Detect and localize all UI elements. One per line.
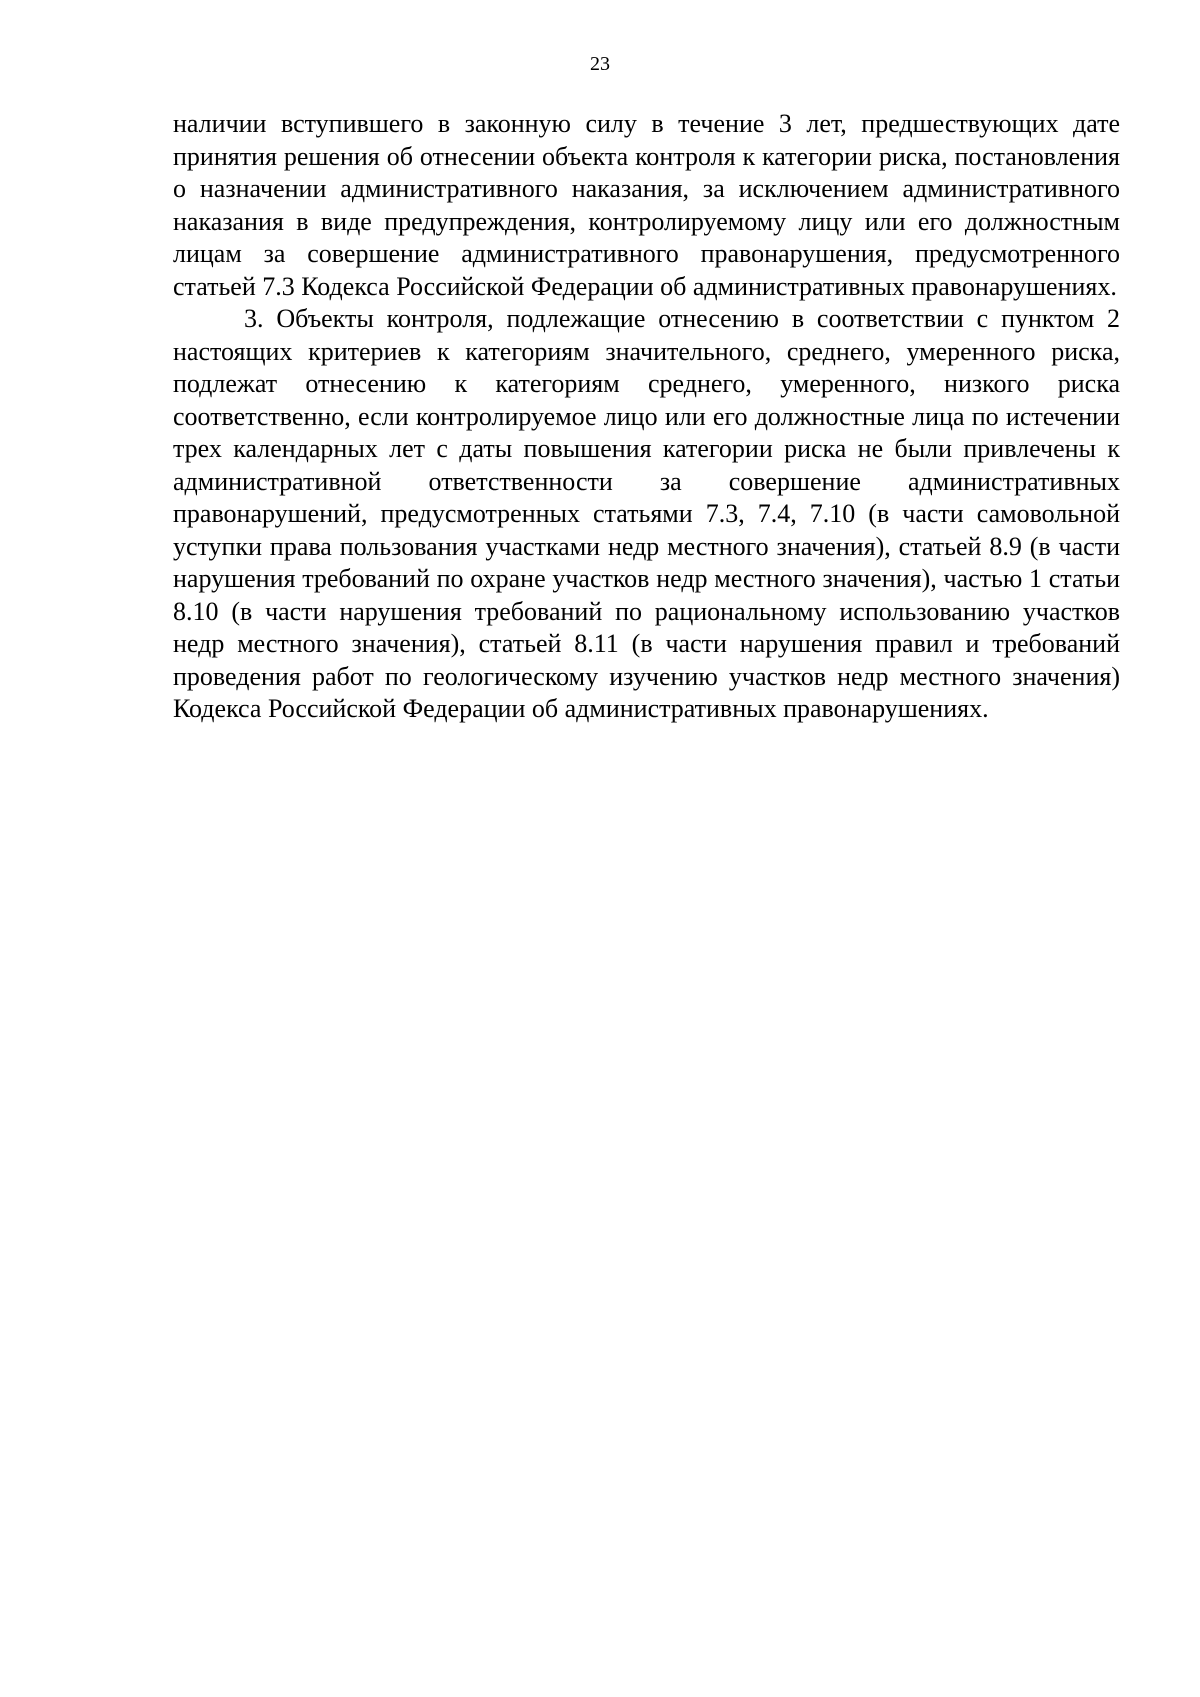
paragraph-item-3: 3. Объекты контроля, подлежащие отнесению в соответствии с пунктом 2 настоящих критериев к категориям значительного, среднего, умеренного риска, подлежат отнесению к категориям среднего, умеренного, низкого риска соответственно, если контролируемое лицо или его должностные лица по истечении трех календарных лет с даты повышения категории риска не были привлечены к административной ответственности за совершение административных правонарушений, предусмотренных статьями 7.3, 7.4, 7.10 (в части самовольной уступки права пользования участками недр местного значения), статьей 8.9 (в части нарушения требований по охране участков недр местного значения), частью 1 статьи 8.10 (в части нарушения требований по рациональному использованию участков недр местного значения), статьей 8.11 (в части нарушения правил и требований проведения работ по геологическому изучению участков недр местного значения) Кодекса Российской Федерации об административных правонарушениях. — [173, 304, 1120, 723]
paragraph-continuation: наличии вступившего в законную силу в течение 3 лет, предшествующих дате принятия решения об отнесении объекта контроля к категории риска, постановления о назначении административного наказания, за исключением административного наказания в виде предупреждения, контролируемому лицу или его должностным лицам за совершение административного правонарушения, предусмотренного статьей 7.3 Кодекса Российской Федерации об административных правонарушениях. — [173, 109, 1120, 301]
page-number: 23 — [590, 53, 610, 75]
document-body — [173, 108, 1120, 726]
